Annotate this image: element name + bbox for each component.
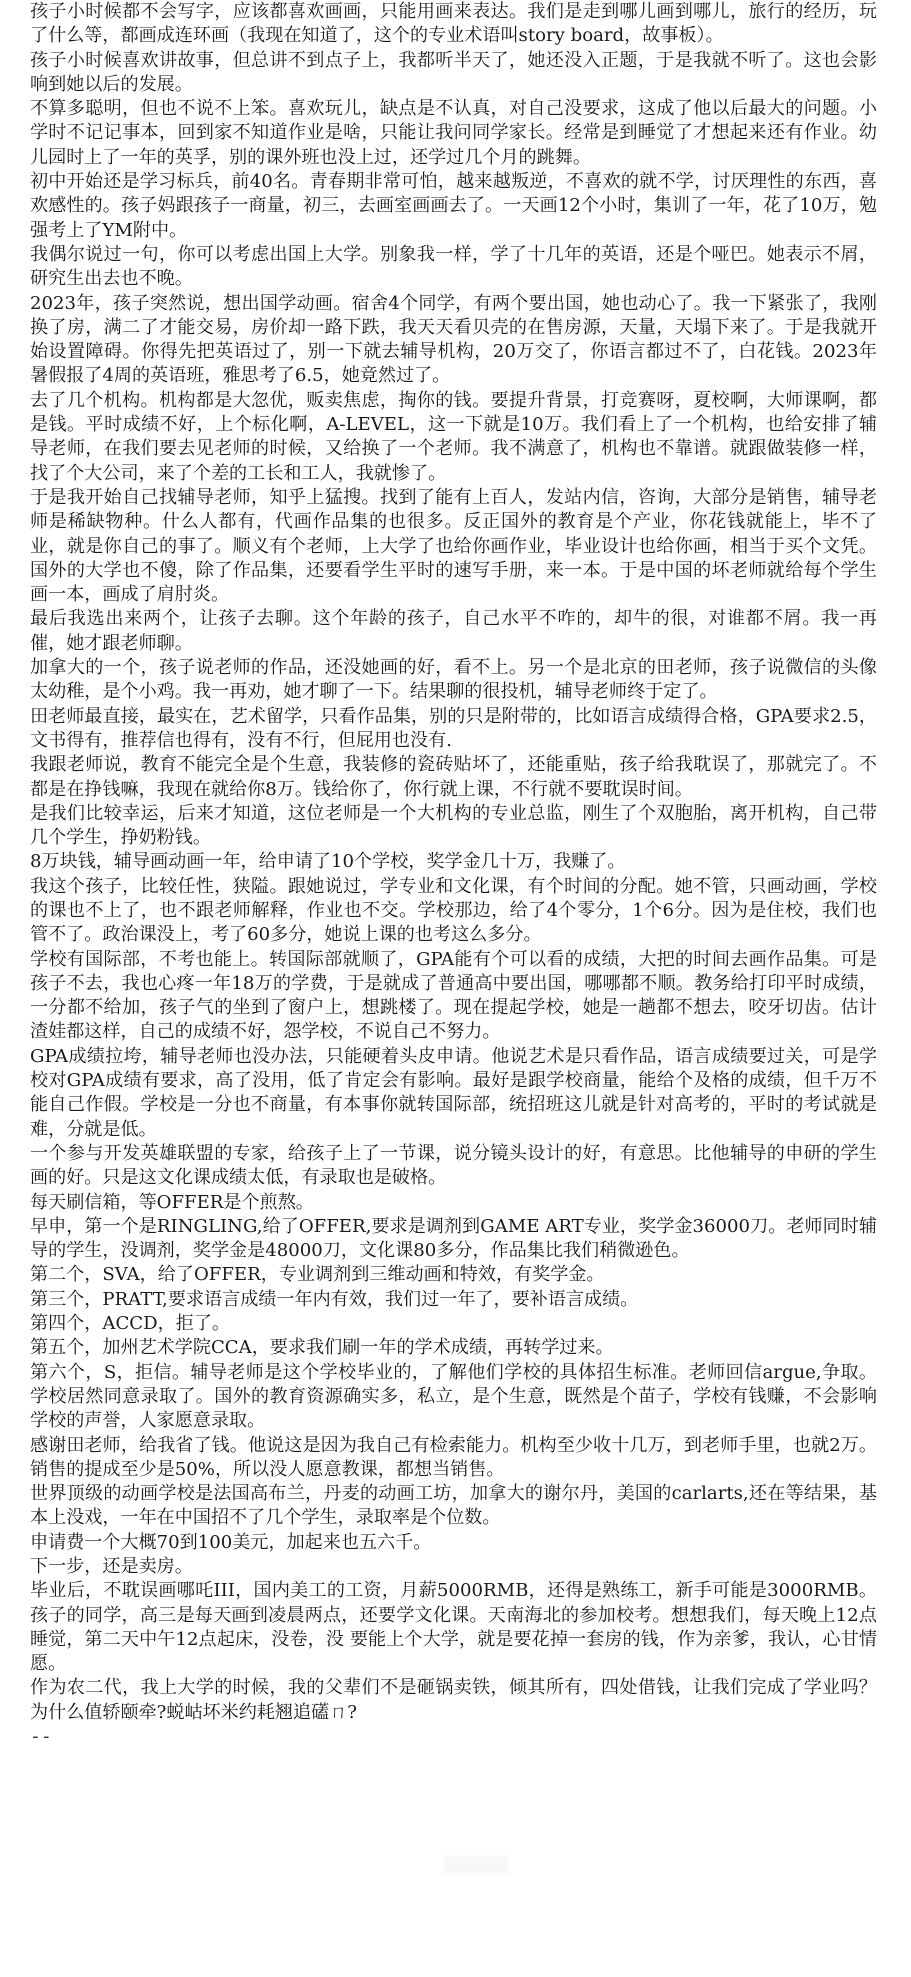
paragraph: 初中开始还是学习标兵，前40名。青春期非常可怕，越来越叛逆，不喜欢的就不学，讨厌理性的东西，喜欢感性的。孩子妈跟孩子一商量，初三，去画室画画去了。一天画12个小时，集训了一年，花了10万，勉强考上了YM附中。 — [30, 171, 877, 241]
paragraph: 第三个，PRATT,要求语言成绩一年内有效，我们过一年了，要补语言成绩。 — [30, 1288, 639, 1310]
paragraph: 第二个，SVA，给了OFFER，专业调剂到三维动画和特效，有奖学金。 — [30, 1264, 605, 1286]
paragraph: 毕业后，不耽误画哪吒III，国内美工的工资，月薪5000RMB，还得是熟练工，新手可能是3000RMB。孩子的同学，高三是每天画到凌晨两点，还要学文化课。天南海北的参加校考。想想我们，每天晚上12点睡觉，第二天中午12点起床，没卷，没 要能上个大学，就是要花掉一套房的钱，作为亲爹，我认，心甘情愿。 — [30, 1580, 877, 1675]
paragraph: 田老师最直接，最实在，艺术留学，只看作品集，别的只是附带的，比如语言成绩得合格，GPA要求2.5，文书得有，推荐信也得有，没有不行，但屁用也没有. — [30, 705, 877, 751]
paragraph: 2023年，孩子突然说，想出国学动画。宿舍4个同学，有两个要出国，她也动心了。我一下紧张了，我刚换了房，满二了才能交易，房价却一路下跌，我天天看贝壳的在售房源，天量，天塌下来了。于是我就开始设置障碍。你得先把英语过了，别一下就去辅导机构，20万交了，你语言都过不了，白花钱。2023年暑假报了4周的英语班，雅思考了6.5，她竟然过了。 — [30, 292, 877, 387]
paragraph: 第六个，S，拒信。辅导老师是这个学校毕业的，了解他们学校的具体招生标准。老师回信argue,争取。学校居然同意录取了。国外的教育资源确实多，私立，是个生意，既然是个苗子，学校有钱赚，不会影响学校的声誉，人家愿意录取。 — [30, 1361, 877, 1432]
paragraph: 第五个，加州艺术学院CCA，要求我们刷一年的学术成绩，再转学过来。 — [30, 1337, 614, 1359]
paragraph: GPA成绩拉垮，辅导老师也没办法，只能硬着头皮申请。他说艺术是只看作品，语言成绩要过关，可是学校对GPA成绩有要求，高了没用，低了肯定会有影响。最好是跟学校商量，能给个及格的成绩，但千万不能自己作假。学校是一分也不商量，有本事你就转国际部，统招班这儿就是针对高考的，平时的考试就是难，分就是低。 — [30, 1045, 877, 1140]
paragraph: 我偶尔说过一句，你可以考虑出国上大学。别象我一样，学了十几年的英语，还是个哑巴。她表示不屑，研究生出去也不晚。 — [30, 243, 877, 290]
paragraph: 第四个，ACCD，拒了。 — [30, 1313, 231, 1335]
paragraph: 申请费一个大概70到100美元，加起来也五六千。 — [30, 1531, 432, 1553]
redaction-blur — [444, 1856, 508, 1874]
paragraph: 我跟老师说，教育不能完全是个生意，我装修的瓷砖贴坏了，还能重贴，孩子给我耽误了，那就完了。不都是在挣钱嘛，我现在就给你8万。钱给你了，你行就上课，不行就不要耽误时间。 — [30, 754, 877, 800]
paragraph: 我这个孩子，比较任性，狭隘。跟她说过，学专业和文化课，有个时间的分配。她不管，只画动画，学校的课也不上了，也不跟老师解释，作业也不交。学校那边，给了4个零分，1个6分。因为是住校，我们也管不了。政治课没上，考了60多分，她说上课的也考这么多分。 — [30, 875, 877, 946]
paragraph: 世界顶级的动画学校是法国高布兰，丹麦的动画工坊，加拿大的谢尔丹，美国的carlarts,还在等结果，基本上没戏，一年在中国招不了几个学生，录取率是个位数。 — [30, 1483, 877, 1529]
paragraph: 早申，第一个是RINGLING,给了OFFER,要求是调剂到GAME ART专业，奖学金36000刀。老师同时辅导的学生，没调剂，奖学金是48000刀，文化课80多分，作品集比我们稍微逊色。 — [30, 1215, 877, 1262]
paragraph: 最后我选出来两个，让孩子去聊。这个年龄的孩子，自己水平不咋的，却牛的很，对谁都不屑。我一再催，她才跟老师聊。 — [30, 608, 877, 654]
paragraph: 是我们比较幸运，后来才知道，这位老师是一个大机构的专业总监，刚生了个双胞胎，离开机构，自己带几个学生，挣奶粉钱。 — [30, 802, 877, 849]
paragraph: 作为农二代，我上大学的时候，我的父辈们不是砸锅卖铁，倾其所有，四处借钱，让我们完成了学业吗？为什么值轿颐牵?蜕岵坏米约耗翘追礚ㄇ? — [30, 1677, 877, 1723]
paragraph: 孩子小时候喜欢讲故事，但总讲不到点子上，我都听半天了，她还没入正题，于是我就不听了。这也会影响到她以后的发展。 — [30, 49, 877, 95]
paragraph: 下一步，还是卖房。 — [30, 1556, 193, 1577]
paragraph: 去了几个机构。机构都是大忽优，贩卖焦虑，掏你的钱。要提升背景，打竞赛呀，夏校啊，大师课啊，都是钱。平时成绩不好，上个标化啊，A-LEVEL，这一下就是10万。我们看上了一个机构，也给安排了辅导老师，在我们要去见老师的时候，又给换了一个老师。我不满意了，机构也不靠谱。就跟做装修一样，找了个大公司，来了个差的工长和工人，我就惨了。 — [30, 389, 877, 484]
paragraph: 一个参与开发英雄联盟的专家，给孩子上了一节课，说分镜头设计的好，有意思。比他辅导的申研的学生画的好。只是这文化课成绩太低，有录取也是破格。 — [30, 1142, 877, 1189]
paragraph-list — [30, 0, 877, 1749]
paragraph: 感谢田老师，给我省了钱。他说这是因为我自己有检索能力。机构至少收十几万，到老师手里，也就2万。销售的提成至少是50%，所以没人愿意教课，都想当销售。 — [30, 1434, 877, 1480]
paragraph: 8万块钱，辅导画动画一年，给申请了10个学校，奖学金几十万，我赚了。 — [30, 851, 626, 873]
paragraph: 加拿大的一个，孩子说老师的作品，还没她画的好，看不上。另一个是北京的田老师，孩子说微信的头像太幼稚，是个小鸡。我一再劝，她才聊了一下。结果聊的很投机，辅导老师终于定了。 — [30, 657, 877, 703]
paragraph: 每天刷信箱，等OFFER是个煎熬。 — [30, 1191, 314, 1213]
end-divider: -- — [30, 1726, 52, 1748]
paragraph: 学校有国际部，不考也能上。转国际部就顺了，GPA能有个可以看的成绩，大把的时间去画作品集。可是孩子不去，我也心疼一年18万的学费，于是就成了普通高中要出国，哪哪都不顺。教务给打印平时成绩，一分都不给加，孩子气的坐到了窗户上，想跳楼了。现在提起学校，她是一趟都不想去，咬牙切齿。估计渣娃都这样，自己的成绩不好，怨学校，不说自己不努力。 — [30, 948, 877, 1043]
paragraph: 不算多聪明，但也不说不上笨。喜欢玩儿，缺点是不认真，对自己没要求，这成了他以后最大的问题。小学时不记记事本，回到家不知道作业是啥，只能让我问同学家长。经常是到睡觉了才想起来还有作业。幼儿园时上了一年的英孚，别的课外班也没上过，还学过几个月的跳舞。 — [30, 98, 877, 168]
paragraph: 孩子小时候都不会写字，应该都喜欢画画，只能用画来表达。我们是走到哪儿画到哪儿，旅行的经历，玩了什么等，都画成连环画（我现在知道了，这个的专业术语叫story board，故事板）。 — [30, 1, 877, 47]
paragraph: 于是我开始自己找辅导老师，知乎上猛搜。找到了能有上百人，发站内信，咨询，大部分是销售，辅导老师是稀缺物种。什么人都有，代画作品集的也很多。反正国外的教育是个产业，你花钱就能上，毕不了业，就是你自己的事了。顺义有个老师，上大学了也给你画作业，毕业设计也给你画，相当于买个文凭。国外的大学也不傻，除了作品集，还要看学生平时的速写手册，来一本。于是中国的坏老师就给每个学生画一本，画成了肩肘炎。 — [30, 486, 877, 606]
